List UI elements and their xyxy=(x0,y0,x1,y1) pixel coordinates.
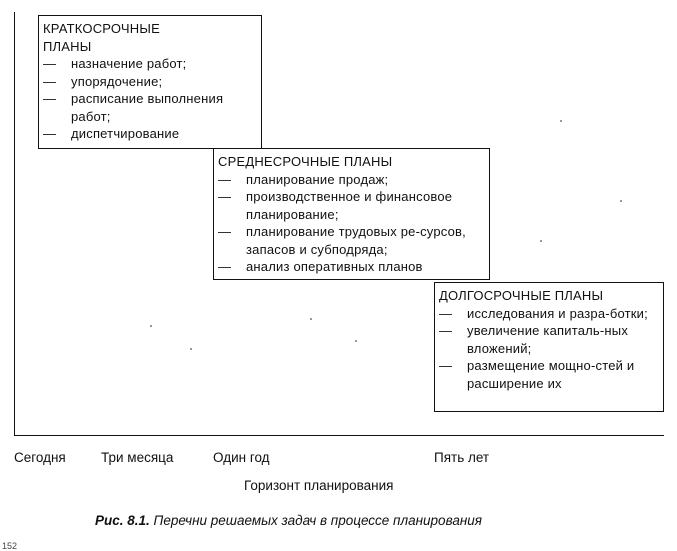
dash-bullet-icon: — xyxy=(218,224,232,239)
short-term-item-text: упорядочение; xyxy=(71,73,163,89)
tick-label-one-year: Один год xyxy=(213,450,270,465)
dash-bullet-icon: — xyxy=(439,305,453,321)
dash-bullet-icon: — xyxy=(218,259,232,274)
medium-term-item-text: производственное и финансовое планирование; xyxy=(246,189,453,222)
long-term-plans-box xyxy=(434,282,664,412)
medium-term-item-text: анализ оперативных планов xyxy=(246,259,423,274)
long-term-item xyxy=(439,322,657,357)
medium-term-item xyxy=(218,171,483,189)
tick-label-three-months: Три месяца xyxy=(101,450,174,465)
short-term-list xyxy=(43,55,255,143)
page-number: 152 xyxy=(2,541,18,551)
dash-bullet-icon: — xyxy=(43,73,57,89)
dash-bullet-icon: — xyxy=(218,171,232,187)
long-term-item-text: размещение мощно-стей и расширение их xyxy=(467,358,635,391)
scan-speck xyxy=(190,348,192,350)
horizon-axis-label: Горизонт планирования xyxy=(244,478,394,493)
medium-term-item xyxy=(218,188,483,223)
long-term-item-text: увеличение капиталь-ных вложений; xyxy=(467,323,629,356)
short-term-item-text: расписание выполнения работ; xyxy=(71,91,224,124)
figure-number: Рис. 8.1. xyxy=(95,513,150,528)
scan-speck xyxy=(355,340,357,342)
long-term-item-text: исследования и разра-ботки; xyxy=(467,305,648,321)
long-term-title: ДОЛГОСРОЧНЫЕ ПЛАНЫ xyxy=(439,288,604,303)
scan-speck xyxy=(310,318,312,320)
short-term-item xyxy=(43,125,255,143)
long-term-list xyxy=(439,305,657,393)
horizon-axis-line xyxy=(14,435,664,436)
tick-label-five-years: Пять лет xyxy=(434,450,490,465)
tick-label-today: Сегодня xyxy=(14,450,66,465)
short-term-title-line2: ПЛАНЫ xyxy=(43,38,92,54)
scan-speck xyxy=(620,200,622,202)
dash-bullet-icon: — xyxy=(439,358,453,373)
dash-bullet-icon: — xyxy=(439,323,453,338)
medium-term-list xyxy=(218,171,483,276)
dash-bullet-icon: — xyxy=(43,91,57,106)
medium-term-item xyxy=(218,258,483,276)
medium-term-item-text: планирование трудовых ре-сурсов, запасов и субподряда; xyxy=(246,224,466,257)
figure-caption xyxy=(95,513,482,528)
short-term-item-text: назначение работ; xyxy=(71,56,187,71)
medium-term-item-text: планирование продаж; xyxy=(246,171,389,187)
scan-speck xyxy=(540,240,542,242)
medium-term-item xyxy=(218,223,483,258)
short-term-title-line1: КРАТКОСРОЧНЫЕ xyxy=(43,21,160,36)
dash-bullet-icon: — xyxy=(43,126,57,141)
medium-term-title: СРЕДНЕСРОЧНЫЕ ПЛАНЫ xyxy=(218,154,393,169)
short-term-item xyxy=(43,73,255,91)
dash-bullet-icon: — xyxy=(43,56,57,71)
short-term-item-text: диспетчирование xyxy=(71,126,180,141)
short-term-item xyxy=(43,55,255,73)
short-term-item xyxy=(43,90,255,125)
dash-bullet-icon: — xyxy=(218,189,232,204)
scan-speck xyxy=(560,120,562,122)
long-term-item xyxy=(439,305,657,323)
short-term-plans-box xyxy=(38,15,262,149)
long-term-item xyxy=(439,357,657,392)
figure-caption-text: Перечни решаемых задач в процессе планирования xyxy=(153,513,482,528)
vertical-axis-line xyxy=(14,12,15,436)
medium-term-plans-box xyxy=(213,148,490,280)
scan-speck xyxy=(150,325,152,327)
